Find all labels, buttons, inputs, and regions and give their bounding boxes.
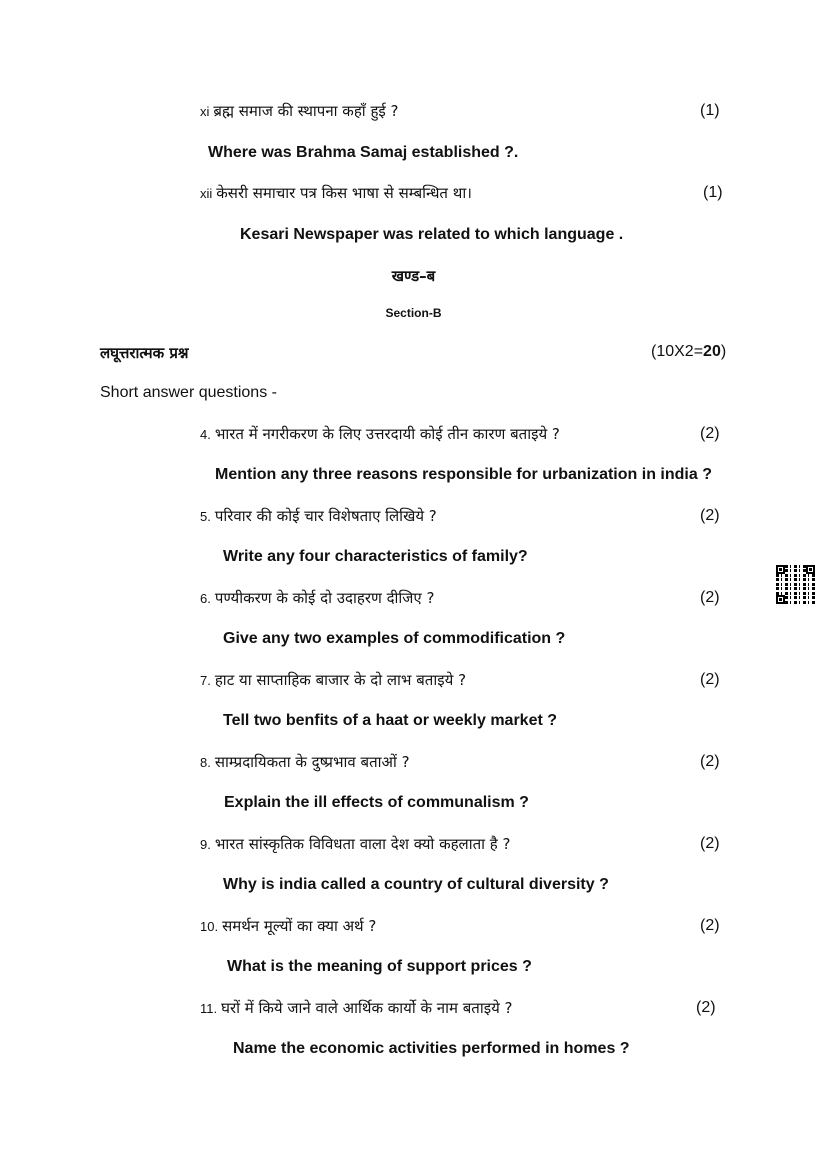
question-xi-marks: (1) — [700, 102, 720, 119]
question-8-hindi — [200, 752, 410, 772]
question-10-english: What is the meaning of support prices ? — [227, 958, 532, 975]
question-number: 8. — [200, 755, 211, 770]
question-number: 9. — [200, 837, 211, 852]
question-7-marks: (2) — [700, 671, 720, 688]
marks-prefix: (10X2= — [651, 343, 704, 360]
question-text: केसरी समाचार पत्र किस भाषा से सम्बन्धित था। — [216, 184, 472, 202]
question-number: xi — [200, 104, 210, 119]
qr-corner — [806, 565, 815, 574]
question-text: पण्यीकरण के कोई दो उदाहरण दीजिए ? — [214, 589, 435, 607]
question-6-hindi — [200, 588, 434, 608]
question-5-hindi — [200, 506, 437, 526]
question-number: 11. — [200, 1001, 218, 1016]
question-4-hindi — [200, 424, 560, 444]
question-11-hindi — [200, 998, 513, 1018]
question-text: समर्थन मूल्यों का क्या अर्थ ? — [222, 917, 377, 935]
question-9-english: Why is india called a country of cultural diversity ? — [223, 876, 609, 893]
question-text: परिवार की कोई चार विशेषताए लिखिये ? — [214, 507, 437, 525]
question-xii-hindi — [200, 183, 472, 203]
question-4-english: Mention any three reasons responsible for urbanization in india ? — [215, 466, 712, 483]
question-10-hindi — [200, 916, 376, 936]
question-xii-marks: (1) — [703, 184, 723, 201]
question-text: साम्प्रदायिकता के दुष्प्रभाव बताओं ? — [214, 753, 410, 771]
qr-corner — [776, 595, 785, 604]
question-5-marks: (2) — [700, 507, 720, 524]
question-text: भारत में नगरीकरण के लिए उत्तरदायी कोई तीन कारण बताइये ? — [214, 425, 560, 443]
question-5-english: Write any four characteristics of family? — [223, 548, 528, 565]
section-title-hindi: खण्ड–ब — [391, 267, 436, 285]
marks-suffix: ) — [720, 343, 727, 360]
short-answer-heading-english: Short answer questions - — [100, 384, 277, 401]
question-6-marks: (2) — [700, 589, 720, 606]
question-11-english: Name the economic activities performed in homes ? — [233, 1040, 630, 1057]
marks-total: 20 — [703, 343, 721, 360]
question-text: भारत सांस्कृतिक विविधता वाला देश क्यो कहलाता है ? — [214, 835, 511, 853]
question-xi-hindi — [200, 101, 399, 121]
question-6-english: Give any two examples of commodification ? — [223, 630, 566, 647]
question-text: ब्रह्म समाज की स्थापना कहाँ हुई ? — [213, 102, 399, 120]
question-xii-english: Kesari Newspaper was related to which language . — [240, 226, 624, 243]
question-7-english: Tell two benfits of a haat or weekly market ? — [223, 712, 558, 729]
question-8-marks: (2) — [700, 753, 720, 770]
question-number: xii — [200, 186, 213, 201]
question-number: 10. — [200, 919, 219, 934]
question-9-hindi — [200, 834, 511, 854]
question-11-marks: (2) — [696, 999, 716, 1016]
question-10-marks: (2) — [700, 917, 720, 934]
question-7-hindi — [200, 670, 466, 690]
question-number: 4. — [200, 427, 211, 442]
question-9-marks: (2) — [700, 835, 720, 852]
question-text: घरों में किये जाने वाले आर्थिक कार्यो के नाम बताइये ? — [221, 999, 513, 1017]
question-8-english: Explain the ill effects of communalism ? — [224, 794, 529, 811]
question-number: 6. — [200, 591, 211, 606]
question-text: हाट या साप्ताहिक बाजार के दो लाभ बताइये ? — [214, 671, 467, 689]
question-xi-english: Where was Brahma Samaj established ?. — [208, 144, 519, 161]
question-number: 5. — [200, 509, 211, 524]
qr-corner — [776, 565, 785, 574]
question-number: 7. — [200, 673, 211, 688]
question-4-marks: (2) — [700, 425, 720, 442]
short-answer-marks — [651, 343, 726, 361]
section-title-english: Section-B — [385, 306, 442, 320]
short-answer-heading-hindi: लघूत्तरात्मक प्रश्न — [100, 344, 189, 362]
